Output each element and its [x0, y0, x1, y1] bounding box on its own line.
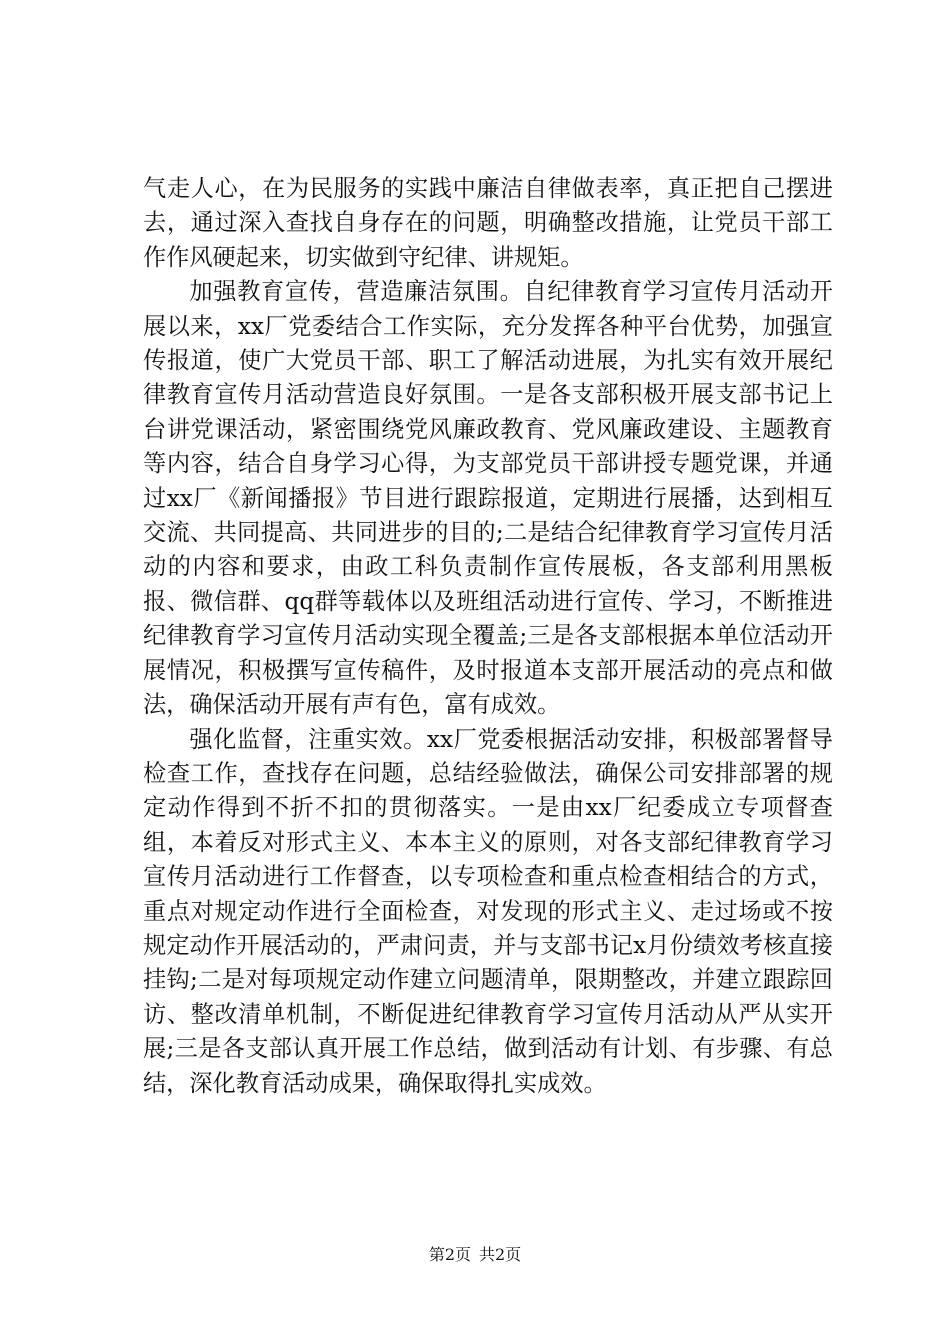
paragraph-2: 加强教育宣传，营造廉洁氛围。自纪律教育学习宣传月活动开展以来，xx厂党委结合工作实际，充分发挥各种平台优势，加强宣传报道，使广大党员干部、职工了解活动进展，为扎实有效开展纪律教育宣传月活动营造良好氛围。一是各支部积极开展支部书记上台讲党课活动，紧密围绕党风廉政教育、党风廉政建设、主题教育等内容，结合自身学习心得，为支部党员干部讲授专题党课，并通过xx厂《新闻播报》节目进行跟踪报道，定期进行展播，达到相互交流、共同提高、共同进步的目的;二是结合纪律教育学习宣传月活动的内容和要求，由政工科负责制作宣传展板，各支部利用黑板报、微信群、qq群等载体以及班组活动进行宣传、学习，不断推进纪律教育学习宣传月活动实现全覆盖;三是各支部根据本单位活动开展情况，积极撰写宣传稿件，及时报道本支部开展活动的亮点和做法，确保活动开展有声有色，富有成效。: [143, 278, 833, 719]
paragraph-3: 强化监督，注重实效。xx厂党委根据活动安排，积极部署督导检查工作，查找存在问题，总结经验做法，确保公司安排部署的规定动作得到不折不扣的贯彻落实。一是由xx厂纪委成立专项督查组，本着反对形式主义、本本主义的原则，对各支部纪律教育学习宣传月活动进行工作督查，以专项检查和重点检查相结合的方式，重点对规定动作进行全面检查，对发现的形式主义、走过场或不按规定动作开展活动的，严肃问责，并与支部书记x月份绩效考核直接挂钩;二是对每项规定动作建立问题清单，限期整改，并建立跟踪回访、整改清单机制，不断促进纪律教育学习宣传月活动从严从实开展;三是各支部认真开展工作总结，做到活动有计划、有步骤、有总结，深化教育活动成果，确保取得扎实成效。: [143, 725, 833, 1097]
document-body: [143, 172, 833, 1101]
page-number-total: 共2页: [479, 1245, 522, 1264]
page-number-current: 第2页: [428, 1245, 471, 1264]
paragraph-1: 气走人心，在为民服务的实践中廉洁自律做表率，真正把自己摆进去，通过深入查找自身存在的问题，明确整改措施，让党员干部工作作风硬起来，切实做到守纪律、讲规矩。: [143, 175, 833, 271]
page-footer: [0, 1245, 950, 1265]
